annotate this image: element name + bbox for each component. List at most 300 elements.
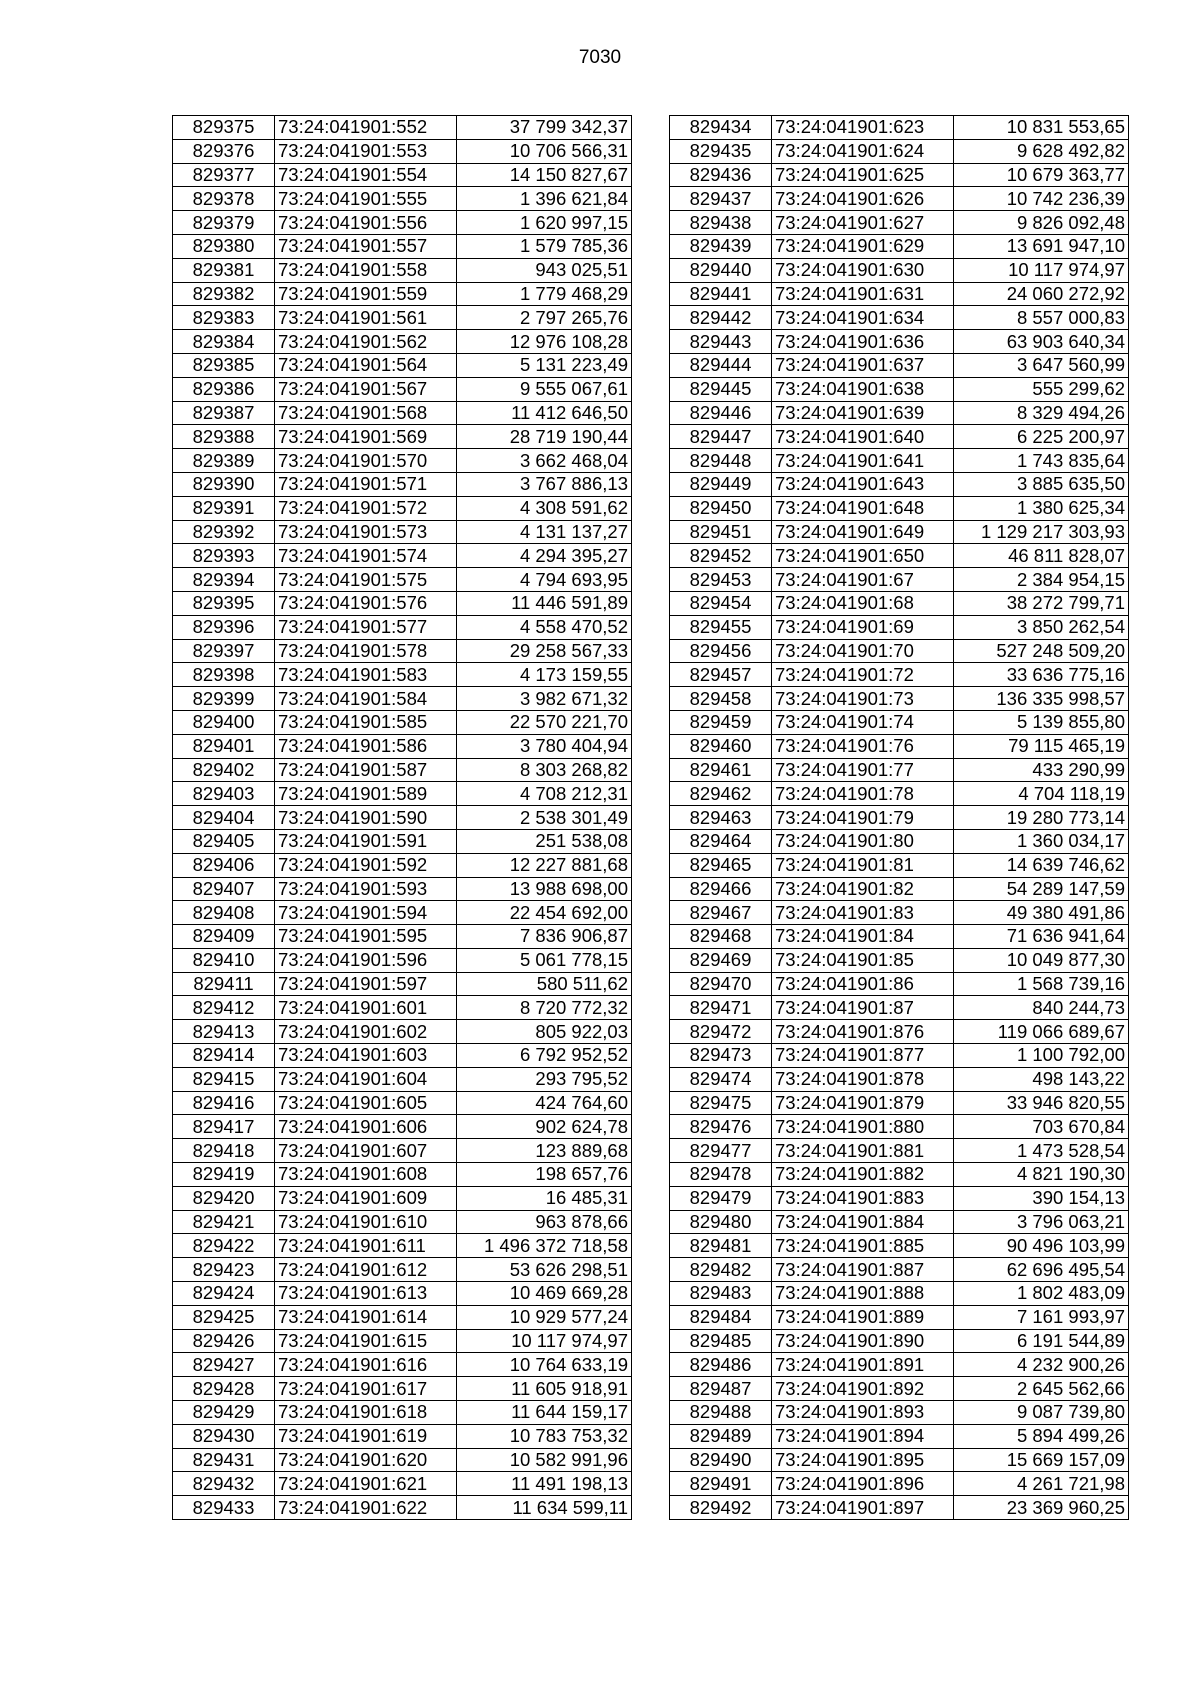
cadastral-number-cell: 73:24:041901:641 <box>772 449 954 473</box>
row-number-cell: 829450 <box>670 496 772 520</box>
table-row <box>670 687 1129 711</box>
value-cell: 9 628 492,82 <box>954 139 1129 163</box>
value-cell: 4 704 118,19 <box>954 782 1129 806</box>
table-row <box>173 591 632 615</box>
value-cell: 119 066 689,67 <box>954 1020 1129 1044</box>
table-row <box>173 568 632 592</box>
cadastral-number-cell: 73:24:041901:82 <box>772 877 954 901</box>
cadastral-number-cell: 73:24:041901:568 <box>275 401 457 425</box>
table-row <box>670 734 1129 758</box>
row-number-cell: 829430 <box>173 1424 275 1448</box>
cadastral-number-cell: 73:24:041901:643 <box>772 472 954 496</box>
value-cell: 3 647 560,99 <box>954 353 1129 377</box>
cadastral-number-cell: 73:24:041901:891 <box>772 1353 954 1377</box>
cadastral-number-cell: 73:24:041901:68 <box>772 591 954 615</box>
cadastral-number-cell: 73:24:041901:575 <box>275 568 457 592</box>
value-cell: 2 538 301,49 <box>457 806 632 830</box>
row-number-cell: 829466 <box>670 877 772 901</box>
table-row <box>173 1496 632 1520</box>
cadastral-number-cell: 73:24:041901:890 <box>772 1329 954 1353</box>
cadastral-number-cell: 73:24:041901:634 <box>772 306 954 330</box>
row-number-cell: 829384 <box>173 330 275 354</box>
table-row <box>173 1282 632 1306</box>
table-row <box>670 1258 1129 1282</box>
value-cell: 14 639 746,62 <box>954 853 1129 877</box>
row-number-cell: 829437 <box>670 187 772 211</box>
row-number-cell: 829399 <box>173 687 275 711</box>
table-row <box>173 1163 632 1187</box>
row-number-cell: 829491 <box>670 1472 772 1496</box>
table-row <box>670 1424 1129 1448</box>
row-number-cell: 829473 <box>670 1044 772 1068</box>
cadastral-number-cell: 73:24:041901:638 <box>772 377 954 401</box>
row-number-cell: 829465 <box>670 853 772 877</box>
cadastral-number-cell: 73:24:041901:70 <box>772 639 954 663</box>
value-cell: 1 129 217 303,93 <box>954 520 1129 544</box>
value-cell: 10 764 633,19 <box>457 1353 632 1377</box>
value-cell: 198 657,76 <box>457 1163 632 1187</box>
row-number-cell: 829412 <box>173 996 275 1020</box>
value-cell: 4 261 721,98 <box>954 1472 1129 1496</box>
table-row <box>173 353 632 377</box>
cadastral-number-cell: 73:24:041901:625 <box>772 163 954 187</box>
value-cell: 2 645 562,66 <box>954 1377 1129 1401</box>
value-cell: 23 369 960,25 <box>954 1496 1129 1520</box>
table-row <box>670 1401 1129 1425</box>
value-cell: 703 670,84 <box>954 1115 1129 1139</box>
row-number-cell: 829405 <box>173 829 275 853</box>
row-number-cell: 829409 <box>173 925 275 949</box>
cadastral-number-cell: 73:24:041901:879 <box>772 1091 954 1115</box>
value-cell: 4 232 900,26 <box>954 1353 1129 1377</box>
value-cell: 555 299,62 <box>954 377 1129 401</box>
cadastral-number-cell: 73:24:041901:86 <box>772 972 954 996</box>
cadastral-number-cell: 73:24:041901:622 <box>275 1496 457 1520</box>
cadastral-number-cell: 73:24:041901:556 <box>275 211 457 235</box>
table-row <box>670 330 1129 354</box>
row-number-cell: 829470 <box>670 972 772 996</box>
cadastral-number-cell: 73:24:041901:67 <box>772 568 954 592</box>
row-number-cell: 829396 <box>173 615 275 639</box>
cadastral-number-cell: 73:24:041901:884 <box>772 1210 954 1234</box>
table-row <box>173 925 632 949</box>
value-cell: 71 636 941,64 <box>954 925 1129 949</box>
value-cell: 5 139 855,80 <box>954 710 1129 734</box>
table-row <box>173 1044 632 1068</box>
row-number-cell: 829398 <box>173 663 275 687</box>
value-cell: 10 049 877,30 <box>954 948 1129 972</box>
value-cell: 1 620 997,15 <box>457 211 632 235</box>
table-row <box>670 925 1129 949</box>
value-cell: 6 792 952,52 <box>457 1044 632 1068</box>
value-cell: 9 087 739,80 <box>954 1401 1129 1425</box>
cadastral-number-cell: 73:24:041901:569 <box>275 425 457 449</box>
row-number-cell: 829417 <box>173 1115 275 1139</box>
value-cell: 963 878,66 <box>457 1210 632 1234</box>
cadastral-number-cell: 73:24:041901:595 <box>275 925 457 949</box>
row-number-cell: 829480 <box>670 1210 772 1234</box>
value-cell: 38 272 799,71 <box>954 591 1129 615</box>
row-number-cell: 829472 <box>670 1020 772 1044</box>
cadastral-number-cell: 73:24:041901:637 <box>772 353 954 377</box>
value-cell: 14 150 827,67 <box>457 163 632 187</box>
row-number-cell: 829451 <box>670 520 772 544</box>
row-number-cell: 829383 <box>173 306 275 330</box>
value-cell: 580 511,62 <box>457 972 632 996</box>
value-cell: 10 117 974,97 <box>954 258 1129 282</box>
table-row <box>173 211 632 235</box>
cadastral-number-cell: 73:24:041901:648 <box>772 496 954 520</box>
cadastral-number-cell: 73:24:041901:631 <box>772 282 954 306</box>
value-cell: 8 557 000,83 <box>954 306 1129 330</box>
table-row <box>173 187 632 211</box>
row-number-cell: 829420 <box>173 1186 275 1210</box>
table-row <box>670 806 1129 830</box>
table-row <box>173 1424 632 1448</box>
row-number-cell: 829433 <box>173 1496 275 1520</box>
cadastral-number-cell: 73:24:041901:639 <box>772 401 954 425</box>
cadastral-number-cell: 73:24:041901:552 <box>275 116 457 140</box>
row-number-cell: 829462 <box>670 782 772 806</box>
row-number-cell: 829477 <box>670 1139 772 1163</box>
value-cell: 90 496 103,99 <box>954 1234 1129 1258</box>
value-cell: 1 779 468,29 <box>457 282 632 306</box>
cadastral-number-cell: 73:24:041901:894 <box>772 1424 954 1448</box>
value-cell: 424 764,60 <box>457 1091 632 1115</box>
value-cell: 3 767 886,13 <box>457 472 632 496</box>
value-cell: 62 696 495,54 <box>954 1258 1129 1282</box>
row-number-cell: 829463 <box>670 806 772 830</box>
row-number-cell: 829410 <box>173 948 275 972</box>
table-row <box>173 1234 632 1258</box>
row-number-cell: 829474 <box>670 1067 772 1091</box>
cadastral-number-cell: 73:24:041901:553 <box>275 139 457 163</box>
row-number-cell: 829415 <box>173 1067 275 1091</box>
table-row <box>173 163 632 187</box>
value-cell: 9 555 067,61 <box>457 377 632 401</box>
value-cell: 1 568 739,16 <box>954 972 1129 996</box>
row-number-cell: 829449 <box>670 472 772 496</box>
row-number-cell: 829381 <box>173 258 275 282</box>
table-row <box>173 615 632 639</box>
value-cell: 7 836 906,87 <box>457 925 632 949</box>
table-row <box>670 353 1129 377</box>
table-row <box>670 425 1129 449</box>
value-cell: 4 131 137,27 <box>457 520 632 544</box>
table-row <box>670 401 1129 425</box>
table-row <box>173 377 632 401</box>
value-cell: 10 831 553,65 <box>954 116 1129 140</box>
row-number-cell: 829464 <box>670 829 772 853</box>
row-number-cell: 829423 <box>173 1258 275 1282</box>
row-number-cell: 829406 <box>173 853 275 877</box>
table-row <box>670 163 1129 187</box>
row-number-cell: 829447 <box>670 425 772 449</box>
cadastral-number-cell: 73:24:041901:602 <box>275 1020 457 1044</box>
row-number-cell: 829488 <box>670 1401 772 1425</box>
value-cell: 4 558 470,52 <box>457 615 632 639</box>
table-row <box>173 663 632 687</box>
value-cell: 79 115 465,19 <box>954 734 1129 758</box>
row-number-cell: 829486 <box>670 1353 772 1377</box>
table-row <box>173 972 632 996</box>
cadastral-number-cell: 73:24:041901:619 <box>275 1424 457 1448</box>
table-row <box>670 1067 1129 1091</box>
cadastral-number-cell: 73:24:041901:895 <box>772 1448 954 1472</box>
row-number-cell: 829401 <box>173 734 275 758</box>
cadastral-number-cell: 73:24:041901:587 <box>275 758 457 782</box>
table-row <box>670 1353 1129 1377</box>
cadastral-number-cell: 73:24:041901:557 <box>275 234 457 258</box>
table-row <box>173 139 632 163</box>
row-number-cell: 829482 <box>670 1258 772 1282</box>
cadastral-number-cell: 73:24:041901:561 <box>275 306 457 330</box>
cadastral-number-cell: 73:24:041901:880 <box>772 1115 954 1139</box>
value-cell: 3 885 635,50 <box>954 472 1129 496</box>
value-cell: 12 976 108,28 <box>457 330 632 354</box>
value-cell: 3 796 063,21 <box>954 1210 1129 1234</box>
cadastral-number-cell: 73:24:041901:576 <box>275 591 457 615</box>
cadastral-number-cell: 73:24:041901:618 <box>275 1401 457 1425</box>
row-number-cell: 829382 <box>173 282 275 306</box>
value-cell: 433 290,99 <box>954 758 1129 782</box>
row-number-cell: 829421 <box>173 1210 275 1234</box>
value-cell: 3 662 468,04 <box>457 449 632 473</box>
value-cell: 11 412 646,50 <box>457 401 632 425</box>
row-number-cell: 829387 <box>173 401 275 425</box>
table-row <box>173 544 632 568</box>
value-cell: 1 802 483,09 <box>954 1282 1129 1306</box>
value-cell: 4 173 159,55 <box>457 663 632 687</box>
cadastral-number-cell: 73:24:041901:649 <box>772 520 954 544</box>
cadastral-number-cell: 73:24:041901:896 <box>772 1472 954 1496</box>
cadastral-number-cell: 73:24:041901:85 <box>772 948 954 972</box>
cadastral-number-cell: 73:24:041901:574 <box>275 544 457 568</box>
table-row <box>173 425 632 449</box>
row-number-cell: 829419 <box>173 1163 275 1187</box>
cadastral-number-cell: 73:24:041901:564 <box>275 353 457 377</box>
table-row <box>173 1258 632 1282</box>
row-number-cell: 829478 <box>670 1163 772 1187</box>
value-cell: 7 161 993,97 <box>954 1305 1129 1329</box>
cadastral-number-cell: 73:24:041901:885 <box>772 1234 954 1258</box>
cadastral-number-cell: 73:24:041901:888 <box>772 1282 954 1306</box>
table-row <box>173 234 632 258</box>
row-number-cell: 829483 <box>670 1282 772 1306</box>
table-row <box>670 1448 1129 1472</box>
table-row <box>173 1210 632 1234</box>
table-row <box>173 877 632 901</box>
value-cell: 10 582 991,96 <box>457 1448 632 1472</box>
cadastral-number-cell: 73:24:041901:83 <box>772 901 954 925</box>
row-number-cell: 829390 <box>173 472 275 496</box>
value-cell: 136 335 998,57 <box>954 687 1129 711</box>
row-number-cell: 829444 <box>670 353 772 377</box>
value-cell: 10 117 974,97 <box>457 1329 632 1353</box>
table-row <box>670 1210 1129 1234</box>
table-row <box>670 1496 1129 1520</box>
table-row <box>173 330 632 354</box>
table-row <box>670 1234 1129 1258</box>
cadastral-number-cell: 73:24:041901:887 <box>772 1258 954 1282</box>
table-row <box>173 948 632 972</box>
value-cell: 13 988 698,00 <box>457 877 632 901</box>
cadastral-number-cell: 73:24:041901:623 <box>772 116 954 140</box>
table-row <box>670 449 1129 473</box>
value-cell: 9 826 092,48 <box>954 211 1129 235</box>
table-row <box>670 901 1129 925</box>
page-number: 7030 <box>578 47 622 68</box>
row-number-cell: 829467 <box>670 901 772 925</box>
value-cell: 4 308 591,62 <box>457 496 632 520</box>
cadastral-number-cell: 73:24:041901:889 <box>772 1305 954 1329</box>
value-cell: 16 485,31 <box>457 1186 632 1210</box>
value-cell: 1 743 835,64 <box>954 449 1129 473</box>
row-number-cell: 829413 <box>173 1020 275 1044</box>
cadastral-number-cell: 73:24:041901:592 <box>275 853 457 877</box>
value-cell: 2 797 265,76 <box>457 306 632 330</box>
table-row <box>173 1115 632 1139</box>
value-cell: 29 258 567,33 <box>457 639 632 663</box>
cadastral-number-cell: 73:24:041901:617 <box>275 1377 457 1401</box>
table-row <box>670 1044 1129 1068</box>
value-cell: 527 248 509,20 <box>954 639 1129 663</box>
value-cell: 49 380 491,86 <box>954 901 1129 925</box>
table-row <box>173 806 632 830</box>
value-cell: 10 679 363,77 <box>954 163 1129 187</box>
row-number-cell: 829442 <box>670 306 772 330</box>
value-cell: 6 225 200,97 <box>954 425 1129 449</box>
table-row <box>670 258 1129 282</box>
table-row <box>173 1448 632 1472</box>
value-cell: 840 244,73 <box>954 996 1129 1020</box>
row-number-cell: 829439 <box>670 234 772 258</box>
value-cell: 805 922,03 <box>457 1020 632 1044</box>
cadastral-number-cell: 73:24:041901:578 <box>275 639 457 663</box>
table-row <box>173 687 632 711</box>
value-cell: 902 624,78 <box>457 1115 632 1139</box>
cadastral-number-cell: 73:24:041901:624 <box>772 139 954 163</box>
table-row <box>670 853 1129 877</box>
row-number-cell: 829453 <box>670 568 772 592</box>
table-row <box>173 1186 632 1210</box>
row-number-cell: 829435 <box>670 139 772 163</box>
table-row <box>670 544 1129 568</box>
cadastral-number-cell: 73:24:041901:606 <box>275 1115 457 1139</box>
cadastral-number-cell: 73:24:041901:596 <box>275 948 457 972</box>
table-row <box>670 1472 1129 1496</box>
row-number-cell: 829452 <box>670 544 772 568</box>
row-number-cell: 829468 <box>670 925 772 949</box>
value-cell: 10 469 669,28 <box>457 1282 632 1306</box>
row-number-cell: 829434 <box>670 116 772 140</box>
row-number-cell: 829386 <box>173 377 275 401</box>
row-number-cell: 829471 <box>670 996 772 1020</box>
table-row <box>670 972 1129 996</box>
row-number-cell: 829414 <box>173 1044 275 1068</box>
value-cell: 11 491 198,13 <box>457 1472 632 1496</box>
row-number-cell: 829394 <box>173 568 275 592</box>
table-row <box>670 520 1129 544</box>
cadastral-number-cell: 73:24:041901:593 <box>275 877 457 901</box>
value-cell: 5 061 778,15 <box>457 948 632 972</box>
cadastral-number-cell: 73:24:041901:558 <box>275 258 457 282</box>
cadastral-number-cell: 73:24:041901:591 <box>275 829 457 853</box>
row-number-cell: 829395 <box>173 591 275 615</box>
row-number-cell: 829469 <box>670 948 772 972</box>
row-number-cell: 829459 <box>670 710 772 734</box>
row-number-cell: 829484 <box>670 1305 772 1329</box>
row-number-cell: 829461 <box>670 758 772 782</box>
table-row <box>670 1329 1129 1353</box>
value-cell: 5 131 223,49 <box>457 353 632 377</box>
row-number-cell: 829441 <box>670 282 772 306</box>
row-number-cell: 829440 <box>670 258 772 282</box>
value-cell: 1 396 621,84 <box>457 187 632 211</box>
cadastral-number-cell: 73:24:041901:629 <box>772 234 954 258</box>
row-number-cell: 829404 <box>173 806 275 830</box>
table-row <box>670 663 1129 687</box>
row-number-cell: 829428 <box>173 1377 275 1401</box>
value-cell: 1 496 372 718,58 <box>457 1234 632 1258</box>
table-row <box>173 1305 632 1329</box>
row-number-cell: 829455 <box>670 615 772 639</box>
table-row <box>670 710 1129 734</box>
cadastral-number-cell: 73:24:041901:626 <box>772 187 954 211</box>
row-number-cell: 829427 <box>173 1353 275 1377</box>
table-row <box>670 782 1129 806</box>
row-number-cell: 829376 <box>173 139 275 163</box>
table-row <box>670 1377 1129 1401</box>
value-cell: 3 850 262,54 <box>954 615 1129 639</box>
table-row <box>670 996 1129 1020</box>
cadastral-number-cell: 73:24:041901:614 <box>275 1305 457 1329</box>
row-number-cell: 829385 <box>173 353 275 377</box>
table-row <box>173 1377 632 1401</box>
row-number-cell: 829457 <box>670 663 772 687</box>
cadastral-number-cell: 73:24:041901:897 <box>772 1496 954 1520</box>
row-number-cell: 829456 <box>670 639 772 663</box>
row-number-cell: 829476 <box>670 1115 772 1139</box>
cadastral-number-cell: 73:24:041901:572 <box>275 496 457 520</box>
row-number-cell: 829408 <box>173 901 275 925</box>
row-number-cell: 829392 <box>173 520 275 544</box>
value-cell: 123 889,68 <box>457 1139 632 1163</box>
table-row <box>173 282 632 306</box>
row-number-cell: 829388 <box>173 425 275 449</box>
row-number-cell: 829479 <box>670 1186 772 1210</box>
table-row <box>670 1091 1129 1115</box>
cadastral-number-cell: 73:24:041901:555 <box>275 187 457 211</box>
cadastral-number-cell: 73:24:041901:81 <box>772 853 954 877</box>
table-row <box>173 829 632 853</box>
table-row <box>173 306 632 330</box>
table-row <box>173 1353 632 1377</box>
row-number-cell: 829432 <box>173 1472 275 1496</box>
cadastral-number-cell: 73:24:041901:612 <box>275 1258 457 1282</box>
value-cell: 19 280 773,14 <box>954 806 1129 830</box>
row-number-cell: 829377 <box>173 163 275 187</box>
table-row <box>173 853 632 877</box>
table-row <box>670 758 1129 782</box>
table-row <box>173 1139 632 1163</box>
cadastral-number-cell: 73:24:041901:893 <box>772 1401 954 1425</box>
row-number-cell: 829379 <box>173 211 275 235</box>
row-number-cell: 829425 <box>173 1305 275 1329</box>
cadastral-number-cell: 73:24:041901:69 <box>772 615 954 639</box>
cadastral-number-cell: 73:24:041901:627 <box>772 211 954 235</box>
table-row <box>670 116 1129 140</box>
